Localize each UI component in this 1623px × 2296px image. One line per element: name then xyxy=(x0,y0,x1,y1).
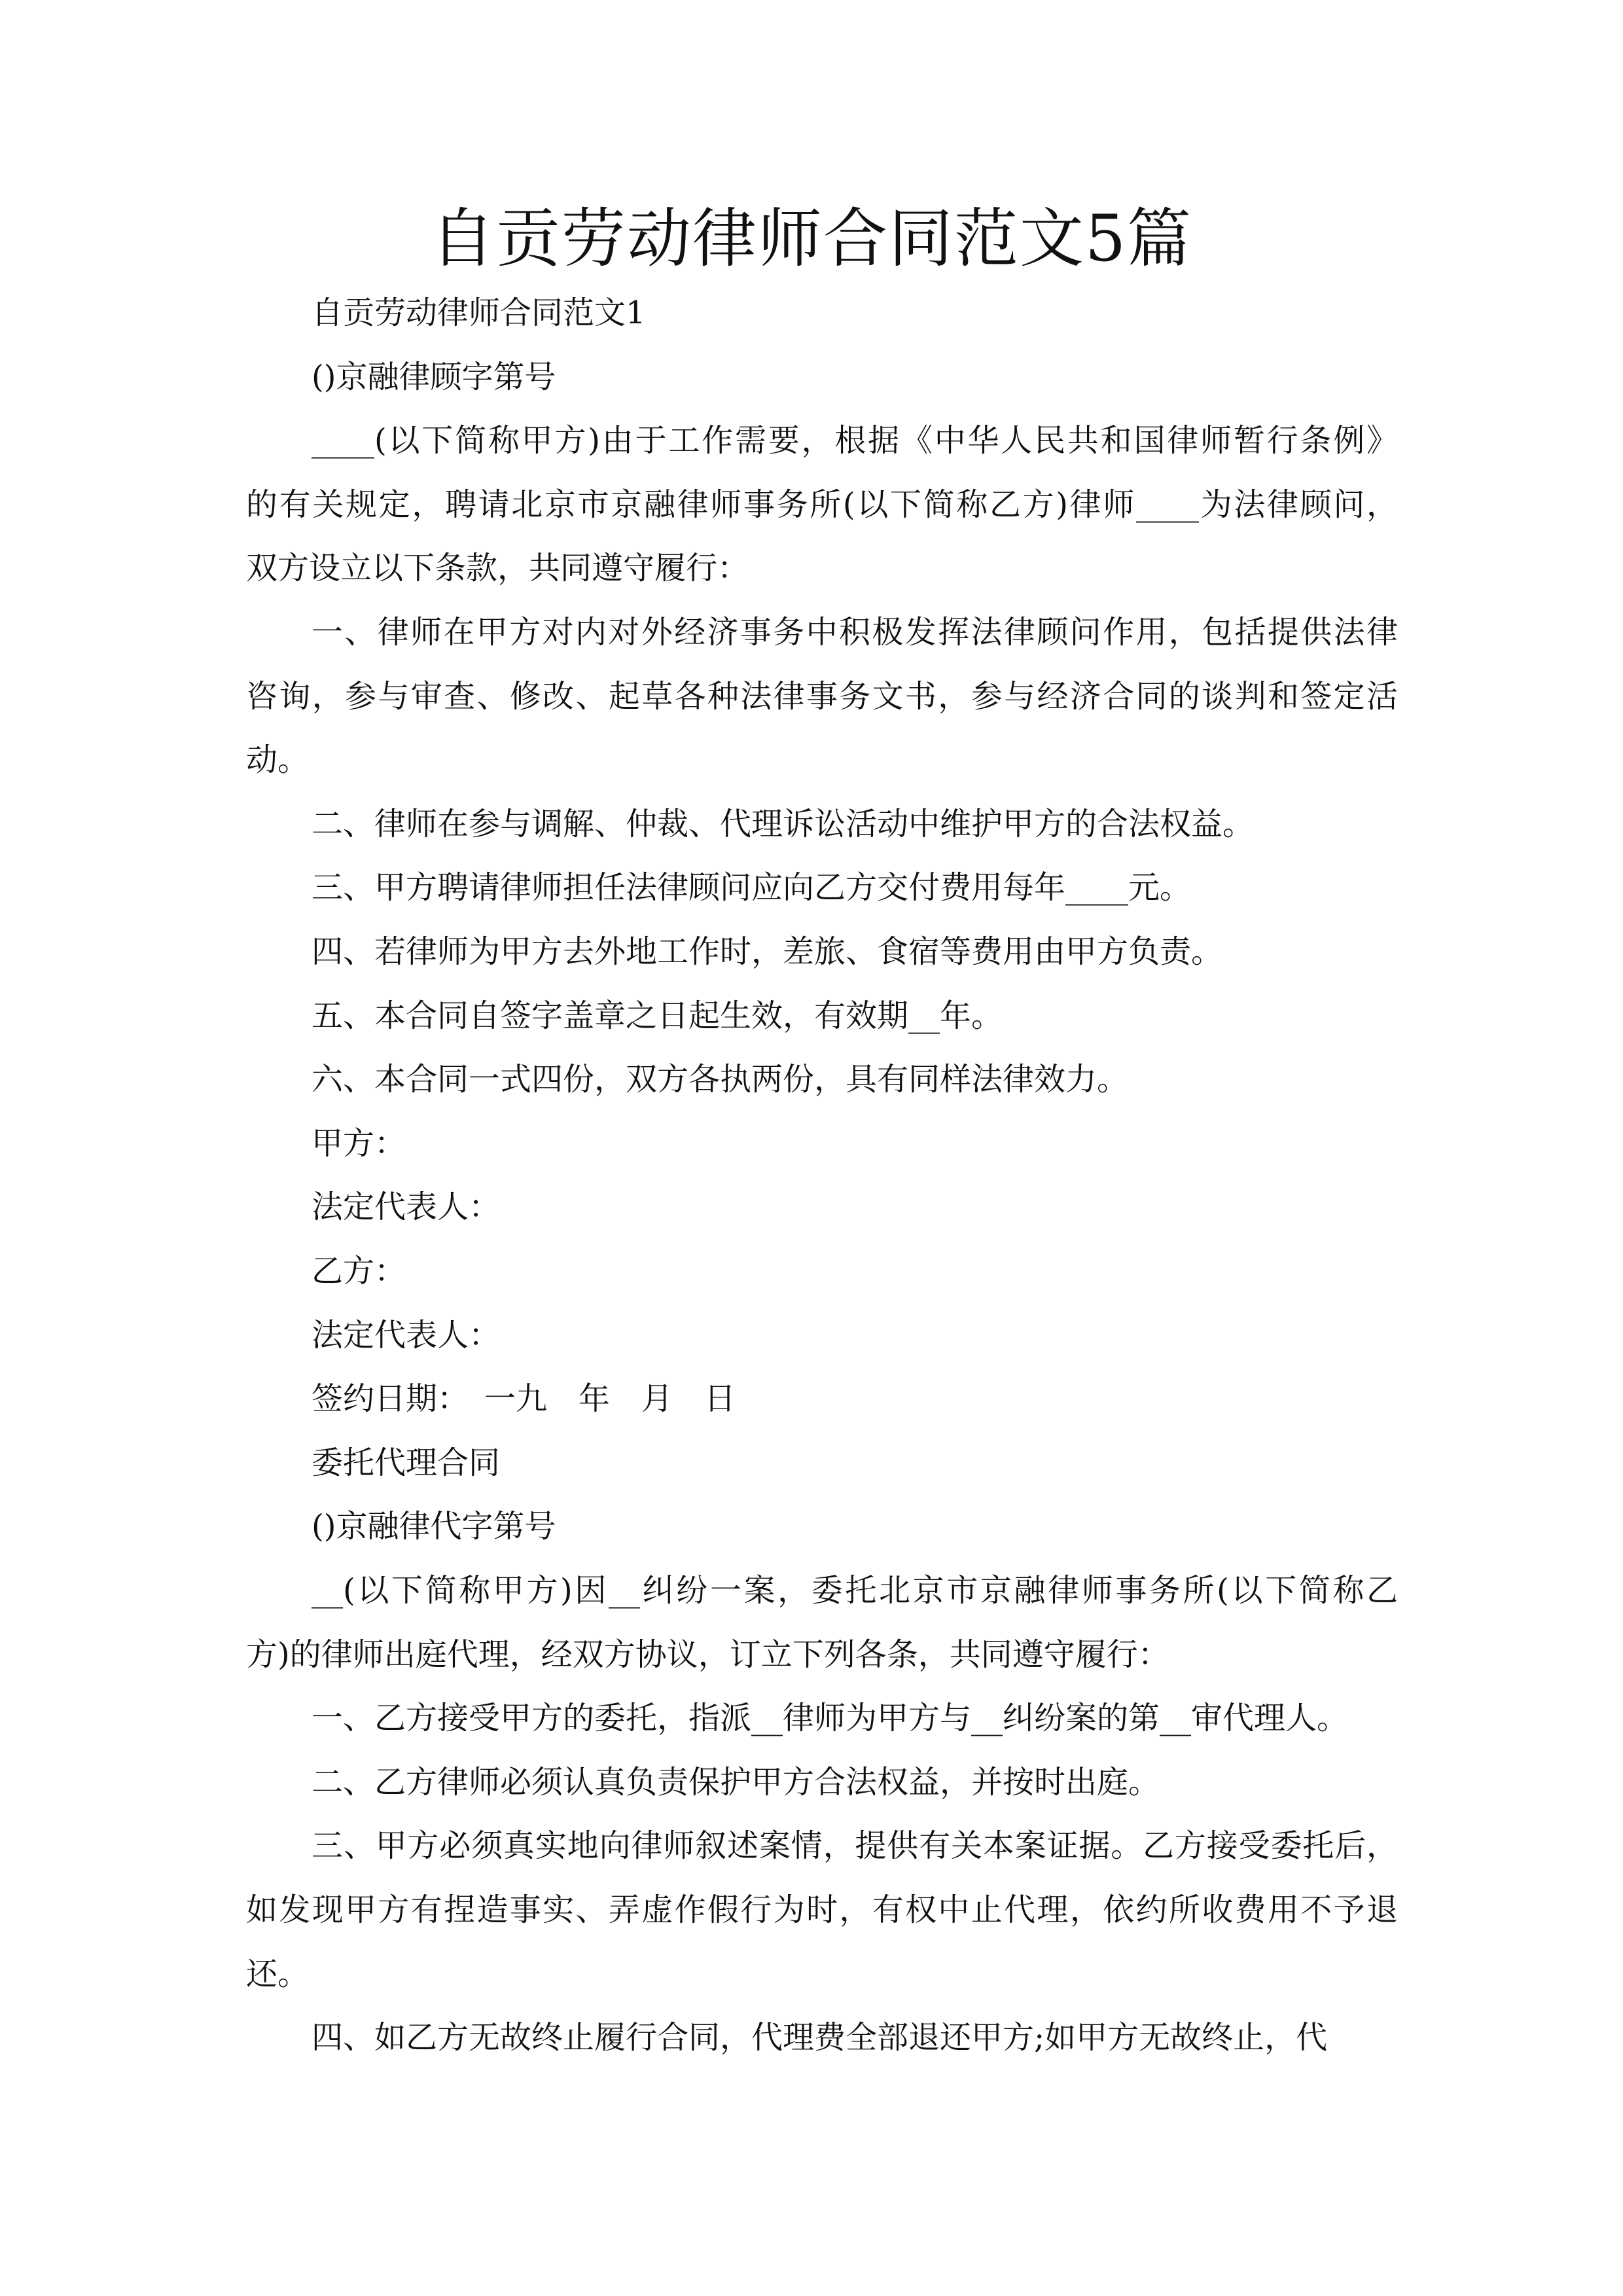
paragraph-line: __(以下简称甲方)因__纠纷一案，委托北京市京融律师事务所(以下简称乙 xyxy=(312,1572,1398,1609)
paragraph-line: 二、律师在参与调解、仲裁、代理诉讼活动中维护甲方的合法权益。 xyxy=(312,805,1255,842)
paragraph-line: 双方设立以下条款，共同遵守履行： xyxy=(246,550,749,587)
paragraph-line: 方)的律师出庭代理，经双方协议，订立下列各条，共同遵守履行： xyxy=(246,1636,1169,1673)
paragraph-line: 委托代理合同 xyxy=(312,1444,501,1481)
paragraph-line: 四、如乙方无故终止履行合同，代理费全部退还甲方;如甲方无故终止，代 xyxy=(312,2019,1328,2056)
paragraph-line: 乙方： xyxy=(312,1253,406,1289)
paragraph-line: 三、甲方聘请律师担任法律顾问应向乙方交付费用每年____元。 xyxy=(312,869,1192,906)
paragraph-line: ()京融律顾字第号 xyxy=(312,358,556,395)
paragraph-line: 一、乙方接受甲方的委托，指派__律师为甲方与__纠纷案的第__审代理人。 xyxy=(312,1700,1349,1737)
paragraph-line: 咨询，参与审查、修改、起草各种法律事务文书，参与经济合同的谈判和签定活 xyxy=(246,677,1398,715)
paragraph-line: ____(以下简称甲方)由于工作需要，根据《中华人民共和国律师暂行条例》 xyxy=(312,422,1398,459)
paragraph-line: 二、乙方律师必须认真负责保护甲方合法权益，并按时出庭。 xyxy=(312,1763,1160,1801)
paragraph-line: 法定代表人： xyxy=(312,1189,501,1226)
paragraph-line: 六、本合同一式四份，双方各执两份，具有同样法律效力。 xyxy=(312,1061,1129,1098)
document-title: 自贡劳动律师合同范文5篇 xyxy=(430,202,1193,276)
paragraph-line: 签约日期： 一九 年 月 日 xyxy=(312,1380,736,1418)
paragraph-line: 一、律师在甲方对内对外经济事务中积极发挥法律顾问作用，包括提供法律 xyxy=(312,614,1398,651)
paragraph-line: 三、甲方必须真实地向律师叙述案情，提供有关本案证据。乙方接受委托后， xyxy=(312,1827,1398,1865)
paragraph-line: 甲方： xyxy=(312,1124,406,1162)
paragraph-line: 的有关规定，聘请北京市京融律师事务所(以下简称乙方)律师____为法律顾问， xyxy=(246,486,1398,523)
paragraph-line: 动。 xyxy=(246,742,310,779)
paragraph-line: 自贡劳动律师合同范文1 xyxy=(312,295,646,331)
paragraph-line: 法定代表人： xyxy=(312,1316,501,1354)
paragraph-line: 还。 xyxy=(246,1955,310,1992)
paragraph-line: 五、本合同自签字盖章之日起生效，有效期__年。 xyxy=(312,997,1003,1034)
paragraph-line: 如发现甲方有捏造事实、弄虚作假行为时，有权中止代理，依约所收费用不予退 xyxy=(246,1892,1398,1928)
paragraph-line: 四、若律师为甲方去外地工作时，差旅、食宿等费用由甲方负责。 xyxy=(312,933,1223,970)
paragraph-line: ()京融律代字第号 xyxy=(312,1508,556,1545)
